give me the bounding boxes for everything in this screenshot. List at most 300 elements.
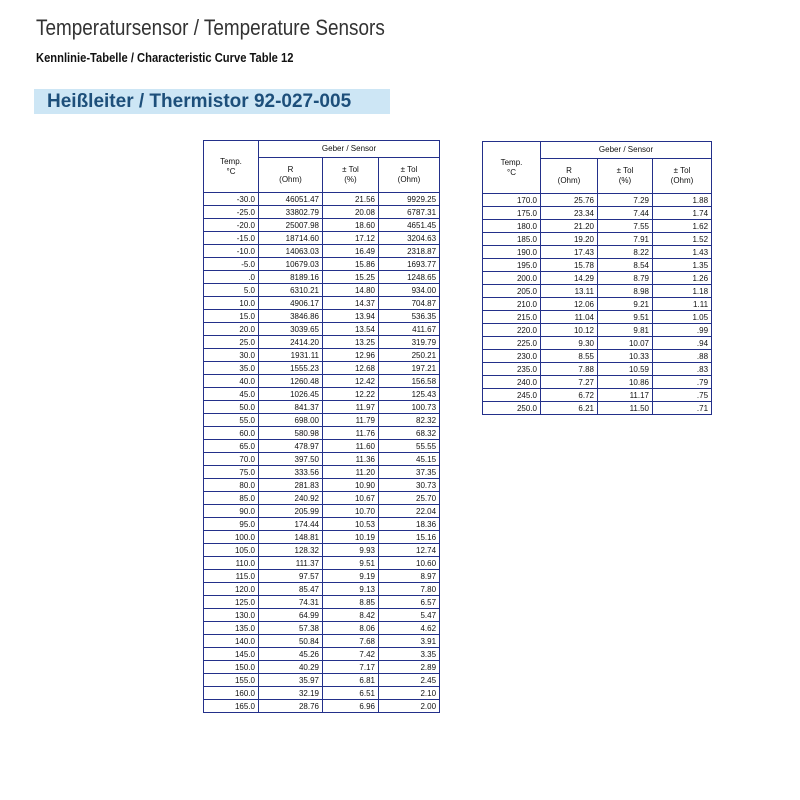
tolerance-percent-cell: 8.79 <box>598 272 653 285</box>
temp-cell: 50.0 <box>204 401 259 414</box>
tolerance-ohm-cell: 18.36 <box>379 518 440 531</box>
temp-header <box>204 141 259 193</box>
table-row <box>204 375 440 388</box>
tolerance-ohm-cell: 4.62 <box>379 622 440 635</box>
table-row <box>483 259 712 272</box>
tolerance-percent-cell: 11.17 <box>598 389 653 402</box>
tolerance-ohm-cell: 1248.65 <box>379 271 440 284</box>
tolerance-ohm-cell: 536.35 <box>379 310 440 323</box>
resistance-header-unit: (Ohm) <box>557 176 581 185</box>
tolerance-percent-cell: 11.76 <box>323 427 379 440</box>
tolerance-percent-cell: 10.86 <box>598 376 653 389</box>
tolerance-ohm-cell: 10.60 <box>379 557 440 570</box>
resistance-cell: 397.50 <box>259 453 323 466</box>
tolerance-percent-cell: 9.51 <box>323 557 379 570</box>
tolerance-percent-cell: 11.60 <box>323 440 379 453</box>
table-row <box>204 193 440 206</box>
sensor-group-header: Geber / Sensor <box>259 141 440 158</box>
resistance-cell: 35.97 <box>259 674 323 687</box>
tolerance-ohm-cell: 197.21 <box>379 362 440 375</box>
temp-cell: 175.0 <box>483 207 541 220</box>
resistance-cell: 25007.98 <box>259 219 323 232</box>
resistance-header-label: R <box>287 165 294 174</box>
resistance-cell: 698.00 <box>259 414 323 427</box>
resistance-cell: 6.72 <box>541 389 598 402</box>
resistance-header <box>259 158 323 193</box>
table-row <box>483 311 712 324</box>
table-row <box>204 479 440 492</box>
tolerance-ohm-cell: 125.43 <box>379 388 440 401</box>
tolerance-ohm-cell: 1.43 <box>653 246 712 259</box>
resistance-cell: 1931.11 <box>259 349 323 362</box>
tolerance-ohm-cell: 55.55 <box>379 440 440 453</box>
tolerance-ohm-cell: 1.26 <box>653 272 712 285</box>
temp-cell: .0 <box>204 271 259 284</box>
table-row <box>483 376 712 389</box>
tolerance-ohm-cell: 1.74 <box>653 207 712 220</box>
temp-cell: 225.0 <box>483 337 541 350</box>
temp-cell: 90.0 <box>204 505 259 518</box>
resistance-cell: 40.29 <box>259 661 323 674</box>
tolerance-percent-cell: 7.44 <box>598 207 653 220</box>
tolerance-ohm-cell: 8.97 <box>379 570 440 583</box>
resistance-cell: 28.76 <box>259 700 323 713</box>
curve-table-left <box>203 140 440 713</box>
tolerance-percent-cell: 12.96 <box>323 349 379 362</box>
table-row <box>204 388 440 401</box>
table-row <box>204 570 440 583</box>
tolerance-percent-cell: 8.98 <box>598 285 653 298</box>
resistance-cell: 12.06 <box>541 298 598 311</box>
table-row <box>204 466 440 479</box>
resistance-cell: 4906.17 <box>259 297 323 310</box>
resistance-header <box>541 159 598 194</box>
tolerance-ohm-cell: 1.18 <box>653 285 712 298</box>
sensor-group-header: Geber / Sensor <box>541 142 712 159</box>
tolerance-percent-cell: 9.51 <box>598 311 653 324</box>
tolerance-percent-cell: 6.51 <box>323 687 379 700</box>
tolerance-percent-cell: 10.33 <box>598 350 653 363</box>
temp-cell: 95.0 <box>204 518 259 531</box>
temp-cell: 85.0 <box>204 492 259 505</box>
temp-cell: 20.0 <box>204 323 259 336</box>
tolerance-ohm-header-label: ± Tol <box>673 166 691 175</box>
table-row <box>204 557 440 570</box>
temp-cell: -15.0 <box>204 232 259 245</box>
tolerance-ohm-cell: 1.11 <box>653 298 712 311</box>
table-row <box>483 324 712 337</box>
resistance-cell: 23.34 <box>541 207 598 220</box>
resistance-cell: 14063.03 <box>259 245 323 258</box>
tolerance-ohm-header-unit: (Ohm) <box>397 175 421 184</box>
resistance-cell: 19.20 <box>541 233 598 246</box>
resistance-cell: 64.99 <box>259 609 323 622</box>
resistance-header-unit: (Ohm) <box>279 175 302 184</box>
tolerance-ohm-cell: 7.80 <box>379 583 440 596</box>
tolerance-percent-cell: 20.08 <box>323 206 379 219</box>
tolerance-ohm-header-label: ± Tol <box>400 165 418 174</box>
temp-cell: 10.0 <box>204 297 259 310</box>
resistance-cell: 85.47 <box>259 583 323 596</box>
table-row <box>204 674 440 687</box>
tolerance-ohm-cell: 4651.45 <box>379 219 440 232</box>
temp-cell: 250.0 <box>483 402 541 415</box>
tolerance-percent-cell: 10.70 <box>323 505 379 518</box>
temp-cell: 195.0 <box>483 259 541 272</box>
page-title: Temperatursensor / Temperature Sensors <box>36 15 385 40</box>
tolerance-percent-cell: 8.06 <box>323 622 379 635</box>
tolerance-percent-cell: 12.68 <box>323 362 379 375</box>
tolerance-percent-cell: 9.21 <box>598 298 653 311</box>
table-row <box>204 401 440 414</box>
temp-cell: 245.0 <box>483 389 541 402</box>
tolerance-percent-header <box>323 158 379 193</box>
tolerance-percent-cell: 13.94 <box>323 310 379 323</box>
temp-cell: 140.0 <box>204 635 259 648</box>
temp-cell: 170.0 <box>483 194 541 207</box>
resistance-cell: 1260.48 <box>259 375 323 388</box>
temp-cell: 40.0 <box>204 375 259 388</box>
tolerance-percent-cell: 14.80 <box>323 284 379 297</box>
resistance-cell: 841.37 <box>259 401 323 414</box>
table-row <box>204 544 440 557</box>
temp-cell: 220.0 <box>483 324 541 337</box>
table-row <box>204 297 440 310</box>
table-row <box>204 206 440 219</box>
resistance-cell: 46051.47 <box>259 193 323 206</box>
tolerance-percent-cell: 12.22 <box>323 388 379 401</box>
tolerance-ohm-cell: 704.87 <box>379 297 440 310</box>
temp-cell: 210.0 <box>483 298 541 311</box>
temp-cell: 130.0 <box>204 609 259 622</box>
tolerance-percent-cell: 8.42 <box>323 609 379 622</box>
resistance-cell: 57.38 <box>259 622 323 635</box>
table-row <box>204 635 440 648</box>
resistance-cell: 580.98 <box>259 427 323 440</box>
resistance-cell: 3039.65 <box>259 323 323 336</box>
resistance-cell: 74.31 <box>259 596 323 609</box>
resistance-cell: 128.32 <box>259 544 323 557</box>
temp-cell: 60.0 <box>204 427 259 440</box>
tolerance-percent-cell: 10.90 <box>323 479 379 492</box>
table-row <box>483 298 712 311</box>
tolerance-ohm-cell: 45.15 <box>379 453 440 466</box>
tolerance-ohm-cell: .83 <box>653 363 712 376</box>
tolerance-ohm-cell: 3204.63 <box>379 232 440 245</box>
tolerance-percent-cell: 7.42 <box>323 648 379 661</box>
table-row <box>204 219 440 232</box>
table-row <box>483 337 712 350</box>
tolerance-ohm-cell: 1693.77 <box>379 258 440 271</box>
resistance-cell: 33802.79 <box>259 206 323 219</box>
tolerance-ohm-cell: 15.16 <box>379 531 440 544</box>
resistance-cell: 32.19 <box>259 687 323 700</box>
tolerance-ohm-cell: 2318.87 <box>379 245 440 258</box>
resistance-cell: 15.78 <box>541 259 598 272</box>
temp-cell: 100.0 <box>204 531 259 544</box>
table-row <box>204 440 440 453</box>
table-row <box>204 661 440 674</box>
temp-cell: 205.0 <box>483 285 541 298</box>
tolerance-ohm-cell: 2.89 <box>379 661 440 674</box>
table-row <box>483 285 712 298</box>
resistance-cell: 45.26 <box>259 648 323 661</box>
tolerance-percent-cell: 10.59 <box>598 363 653 376</box>
tolerance-percent-header-unit: (%) <box>344 175 357 184</box>
tolerance-percent-header-label: ± Tol <box>342 165 359 174</box>
tolerance-ohm-cell: 1.05 <box>653 311 712 324</box>
tolerance-percent-cell: 18.60 <box>323 219 379 232</box>
temp-cell: 75.0 <box>204 466 259 479</box>
tolerance-percent-cell: 12.42 <box>323 375 379 388</box>
table-row <box>204 518 440 531</box>
temp-cell: 15.0 <box>204 310 259 323</box>
table-row <box>483 194 712 207</box>
resistance-cell: 205.99 <box>259 505 323 518</box>
table-row <box>204 505 440 518</box>
temp-cell: -20.0 <box>204 219 259 232</box>
product-banner <box>34 89 390 114</box>
tolerance-ohm-cell: .71 <box>653 402 712 415</box>
tolerance-ohm-cell: 6.57 <box>379 596 440 609</box>
temp-cell: -30.0 <box>204 193 259 206</box>
table-row <box>204 310 440 323</box>
tolerance-percent-cell: 8.54 <box>598 259 653 272</box>
tolerance-ohm-cell: .99 <box>653 324 712 337</box>
table-row <box>483 220 712 233</box>
table-row <box>204 700 440 713</box>
table-row <box>204 271 440 284</box>
temp-header-label: Temp. <box>500 157 523 167</box>
temp-cell: -10.0 <box>204 245 259 258</box>
tolerance-percent-header-label: ± Tol <box>616 166 634 175</box>
tolerance-percent-cell: 11.97 <box>323 401 379 414</box>
tolerance-percent-cell: 10.19 <box>323 531 379 544</box>
table-row <box>204 245 440 258</box>
temp-cell: 80.0 <box>204 479 259 492</box>
temp-cell: 30.0 <box>204 349 259 362</box>
tolerance-ohm-cell: 411.67 <box>379 323 440 336</box>
tolerance-percent-cell: 11.50 <box>598 402 653 415</box>
table-row <box>204 687 440 700</box>
resistance-cell: 11.04 <box>541 311 598 324</box>
tolerance-ohm-cell: .88 <box>653 350 712 363</box>
resistance-cell: 6.21 <box>541 402 598 415</box>
temp-cell: 240.0 <box>483 376 541 389</box>
curve-table-right <box>482 141 712 415</box>
tolerance-ohm-cell: 2.10 <box>379 687 440 700</box>
resistance-cell: 1555.23 <box>259 362 323 375</box>
tolerance-ohm-cell: 1.52 <box>653 233 712 246</box>
tolerance-ohm-cell: 1.35 <box>653 259 712 272</box>
temp-cell: 150.0 <box>204 661 259 674</box>
tolerance-ohm-cell: .75 <box>653 389 712 402</box>
resistance-cell: 3846.86 <box>259 310 323 323</box>
resistance-cell: 2414.20 <box>259 336 323 349</box>
temp-cell: 120.0 <box>204 583 259 596</box>
tolerance-percent-cell: 14.37 <box>323 297 379 310</box>
table-row <box>204 453 440 466</box>
table-row <box>204 258 440 271</box>
temp-header-unit: °C <box>507 167 516 177</box>
tolerance-percent-cell: 11.36 <box>323 453 379 466</box>
tolerance-percent-cell: 11.20 <box>323 466 379 479</box>
tolerance-percent-header <box>598 159 653 194</box>
tolerance-percent-cell: 10.07 <box>598 337 653 350</box>
temp-header-label: Temp. <box>220 156 242 166</box>
temp-cell: -25.0 <box>204 206 259 219</box>
table-row <box>204 622 440 635</box>
resistance-cell: 21.20 <box>541 220 598 233</box>
tolerance-ohm-header <box>379 158 440 193</box>
tolerance-percent-cell: 7.55 <box>598 220 653 233</box>
tolerance-percent-cell: 15.25 <box>323 271 379 284</box>
temp-cell: 135.0 <box>204 622 259 635</box>
resistance-cell: 240.92 <box>259 492 323 505</box>
tolerance-percent-cell: 10.67 <box>323 492 379 505</box>
table-row <box>204 427 440 440</box>
tolerance-percent-cell: 13.25 <box>323 336 379 349</box>
resistance-cell: 6310.21 <box>259 284 323 297</box>
resistance-cell: 9.30 <box>541 337 598 350</box>
table-row <box>483 389 712 402</box>
resistance-cell: 50.84 <box>259 635 323 648</box>
resistance-cell: 148.81 <box>259 531 323 544</box>
temp-cell: 145.0 <box>204 648 259 661</box>
tolerance-ohm-cell: 5.47 <box>379 609 440 622</box>
temp-header <box>483 142 541 194</box>
resistance-cell: 7.88 <box>541 363 598 376</box>
tolerance-percent-cell: 6.96 <box>323 700 379 713</box>
table-row <box>204 323 440 336</box>
table-row <box>204 531 440 544</box>
table-row <box>483 207 712 220</box>
tolerance-percent-cell: 17.12 <box>323 232 379 245</box>
temp-cell: 105.0 <box>204 544 259 557</box>
tolerance-ohm-cell: 1.88 <box>653 194 712 207</box>
resistance-cell: 10679.03 <box>259 258 323 271</box>
tolerance-ohm-header-unit: (Ohm) <box>670 176 694 185</box>
resistance-cell: 111.37 <box>259 557 323 570</box>
tolerance-percent-cell: 9.13 <box>323 583 379 596</box>
temp-cell: 155.0 <box>204 674 259 687</box>
resistance-cell: 17.43 <box>541 246 598 259</box>
tolerance-ohm-cell: 37.35 <box>379 466 440 479</box>
resistance-cell: 1026.45 <box>259 388 323 401</box>
table-row <box>204 414 440 427</box>
tolerance-ohm-cell: 319.79 <box>379 336 440 349</box>
resistance-cell: 18714.60 <box>259 232 323 245</box>
tolerance-ohm-cell: 2.45 <box>379 674 440 687</box>
table-row <box>204 583 440 596</box>
tolerance-percent-cell: 6.81 <box>323 674 379 687</box>
table-row <box>204 596 440 609</box>
temp-cell: 185.0 <box>483 233 541 246</box>
temp-cell: 45.0 <box>204 388 259 401</box>
resistance-cell: 7.27 <box>541 376 598 389</box>
tolerance-percent-cell: 15.86 <box>323 258 379 271</box>
resistance-cell: 97.57 <box>259 570 323 583</box>
tolerance-ohm-cell: 100.73 <box>379 401 440 414</box>
table-row <box>204 284 440 297</box>
tolerance-ohm-cell: 934.00 <box>379 284 440 297</box>
resistance-cell: 10.12 <box>541 324 598 337</box>
table-row <box>204 232 440 245</box>
table-row <box>204 349 440 362</box>
tolerance-percent-cell: 9.93 <box>323 544 379 557</box>
resistance-cell: 8189.16 <box>259 271 323 284</box>
tolerance-percent-cell: 7.17 <box>323 661 379 674</box>
temp-cell: 235.0 <box>483 363 541 376</box>
tolerance-ohm-cell: 250.21 <box>379 349 440 362</box>
resistance-cell: 333.56 <box>259 466 323 479</box>
tolerance-percent-cell: 21.56 <box>323 193 379 206</box>
resistance-header-label: R <box>566 166 572 175</box>
temp-cell: 200.0 <box>483 272 541 285</box>
tolerance-ohm-cell: 82.32 <box>379 414 440 427</box>
temp-cell: 115.0 <box>204 570 259 583</box>
table-row <box>204 362 440 375</box>
tolerance-percent-cell: 10.53 <box>323 518 379 531</box>
tolerance-percent-cell: 8.85 <box>323 596 379 609</box>
tolerance-ohm-cell: 68.32 <box>379 427 440 440</box>
resistance-cell: 25.76 <box>541 194 598 207</box>
table-row <box>204 492 440 505</box>
tolerance-percent-cell: 11.79 <box>323 414 379 427</box>
temp-cell: 215.0 <box>483 311 541 324</box>
temp-cell: 55.0 <box>204 414 259 427</box>
table-row <box>483 272 712 285</box>
tolerance-ohm-cell: 3.91 <box>379 635 440 648</box>
tolerance-percent-cell: 9.81 <box>598 324 653 337</box>
tolerance-ohm-cell: 3.35 <box>379 648 440 661</box>
tolerance-percent-cell: 8.22 <box>598 246 653 259</box>
tolerance-percent-cell: 16.49 <box>323 245 379 258</box>
tolerance-percent-header-unit: (%) <box>618 176 632 185</box>
table-row <box>483 402 712 415</box>
resistance-cell: 478.97 <box>259 440 323 453</box>
page-subtitle: Kennlinie-Tabelle / Characteristic Curve Table 12 <box>36 50 294 65</box>
temp-cell: 35.0 <box>204 362 259 375</box>
temp-cell: 125.0 <box>204 596 259 609</box>
table-row <box>483 246 712 259</box>
table-row <box>204 336 440 349</box>
tolerance-ohm-cell: 156.58 <box>379 375 440 388</box>
temp-cell: 70.0 <box>204 453 259 466</box>
temp-cell: 165.0 <box>204 700 259 713</box>
tolerance-ohm-cell: .79 <box>653 376 712 389</box>
table-row <box>204 609 440 622</box>
tolerance-percent-cell: 13.54 <box>323 323 379 336</box>
tolerance-ohm-cell: 22.04 <box>379 505 440 518</box>
resistance-cell: 13.11 <box>541 285 598 298</box>
tolerance-ohm-cell: 1.62 <box>653 220 712 233</box>
temp-header-unit: °C <box>226 166 236 176</box>
resistance-cell: 281.83 <box>259 479 323 492</box>
tolerance-percent-cell: 9.19 <box>323 570 379 583</box>
tolerance-ohm-cell: 9929.25 <box>379 193 440 206</box>
tolerance-percent-cell: 7.68 <box>323 635 379 648</box>
temp-cell: 110.0 <box>204 557 259 570</box>
table-row <box>204 648 440 661</box>
temp-cell: 180.0 <box>483 220 541 233</box>
tolerance-ohm-header <box>653 159 712 194</box>
temp-cell: 25.0 <box>204 336 259 349</box>
temp-cell: 160.0 <box>204 687 259 700</box>
tolerance-ohm-cell: 25.70 <box>379 492 440 505</box>
tolerance-ohm-cell: 2.00 <box>379 700 440 713</box>
resistance-cell: 174.44 <box>259 518 323 531</box>
